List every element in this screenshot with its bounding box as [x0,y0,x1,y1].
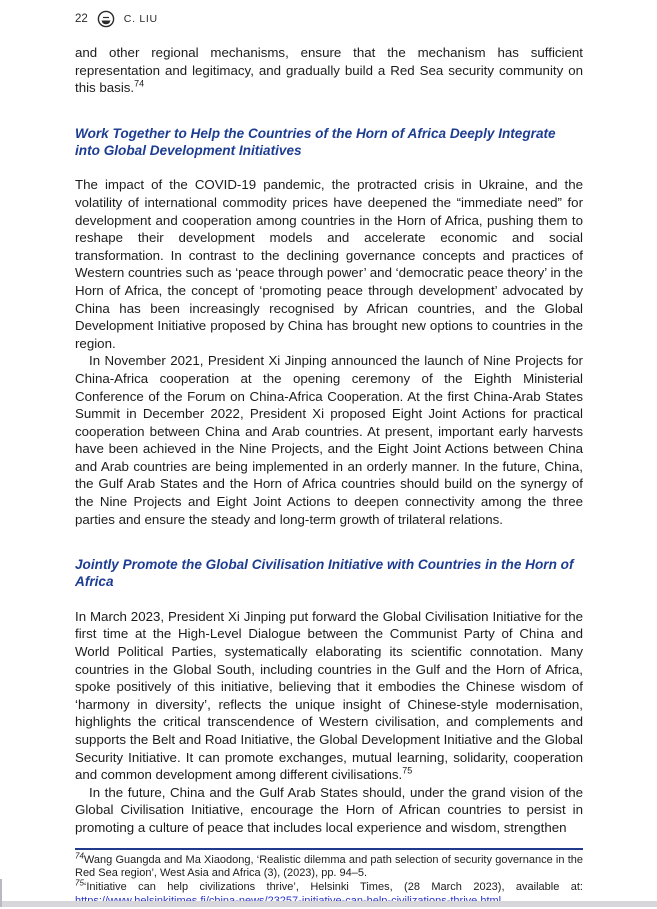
footnotes-section [75,848,583,909]
running-head-author: C. LIU [123,13,158,25]
window-bottom-edge [0,901,657,907]
footnote-text: Wang Guangda and Ma Xiaodong, ‘Realistic dilemma and path selection of security governance in the Red Sea region’, West Asia and Africa (3), (2023), pp. 94–5. [75,853,583,880]
section-heading-civilisation: Jointly Promote the Global Civilisation Initiative with Countries in the Horn of Africa [75,557,574,590]
paragraph [75,44,583,97]
page-number: 22 [75,13,88,25]
footnote-ref-75[interactable]: 75 [402,765,413,776]
paragraph-text: and other regional mechanisms, ensure that the mechanism has sufficient representation and legitimacy, and gradually build a Red Sea security community on this basis. [75,45,583,96]
paragraph-text: In March 2023, President Xi Jinping put forward the Global Civilisation Initiative for the first time at the High-Level Dialogue between the Communist Party of China and World Political Parties, systematically elaborating its scientific connotation. Many countries in the Global South, including countries in the Gulf and the Horn of Africa, spoke positively of this initiative, believing that it embodies the Chinese wisdom of ‘harmony in diversity’, reflects the unique insight of Chinese-style modernisation, highlights the critical transcendence of Western civilisation, and complements and supports the Belt and Road Initiative, the Global Development Initiative and the Global Security Initiative. It can promote exchanges, mutual learning, solidarity, cooperation and common development among different civilisations. [75,608,583,783]
paragraph [75,608,583,784]
publisher-logo-icon [97,10,115,28]
footnote-marker-74: 74 [75,850,84,860]
footnote-74 [75,850,583,882]
paragraph: The impact of the COVID-19 pandemic, the protracted crisis in Ukraine, and the volatility of international commodity prices have deepened the “immediate need” for development and cooperation among countries in the Horn of Africa, pushing them to reshape their development models and accelerate economic and social transformation. In contrast to the declining governance concepts and practices of Western countries such as ‘peace through power’ and ‘democratic peace theory’ in the Horn of Africa, the concept of ‘promoting peace through development’ advocated by China has been increasingly recognised by African countries, and the Global Development Initiative proposed by China has brought new options to countries in the region. [75,177,583,351]
article-body [0,44,657,909]
footnote-text: ‘Initiative can help civilizations thrive’, Helsinki Times, (28 March 2023), available at: [83,881,583,894]
footnote-ref-74[interactable]: 74 [134,78,145,89]
page-left-edge-line [0,879,2,907]
paragraph: In November 2021, President Xi Jinping announced the launch of Nine Projects for China-Africa cooperation at the opening ceremony of the Eighth Ministerial Conference of the Forum on China-Africa Cooperation. At the first China-Arab States Summit in December 2022, President Xi proposed Eight Joint Actions for practical cooperation between China and Arab countries. At present, important early harvests have been achieved in the Nine Projects, and the Eight Joint Actions between China and Arab countries are being implemented in an orderly manner. In the future, China, the Gulf Arab States and the Horn of Africa countries should build on the synergy of the Nine Projects and Eight Joint Actions to deepen connectivity among the three parties and ensure the steady and long-term growth of trilateral relations. [75,353,583,527]
footnote-marker-75: 75 [75,878,84,888]
running-header [0,0,657,29]
paragraph: In the future, China and the Gulf Arab States should, under the grand vision of the Global Civilisation Initiative, encourage the Horn of African countries to persist in promoting a culture of peace that includes local experience and wisdom, strengthen [75,784,583,835]
section-heading-development: Work Together to Help the Countries of the Horn of Africa Deeply Integrate into Global Development Initiatives [75,125,556,158]
